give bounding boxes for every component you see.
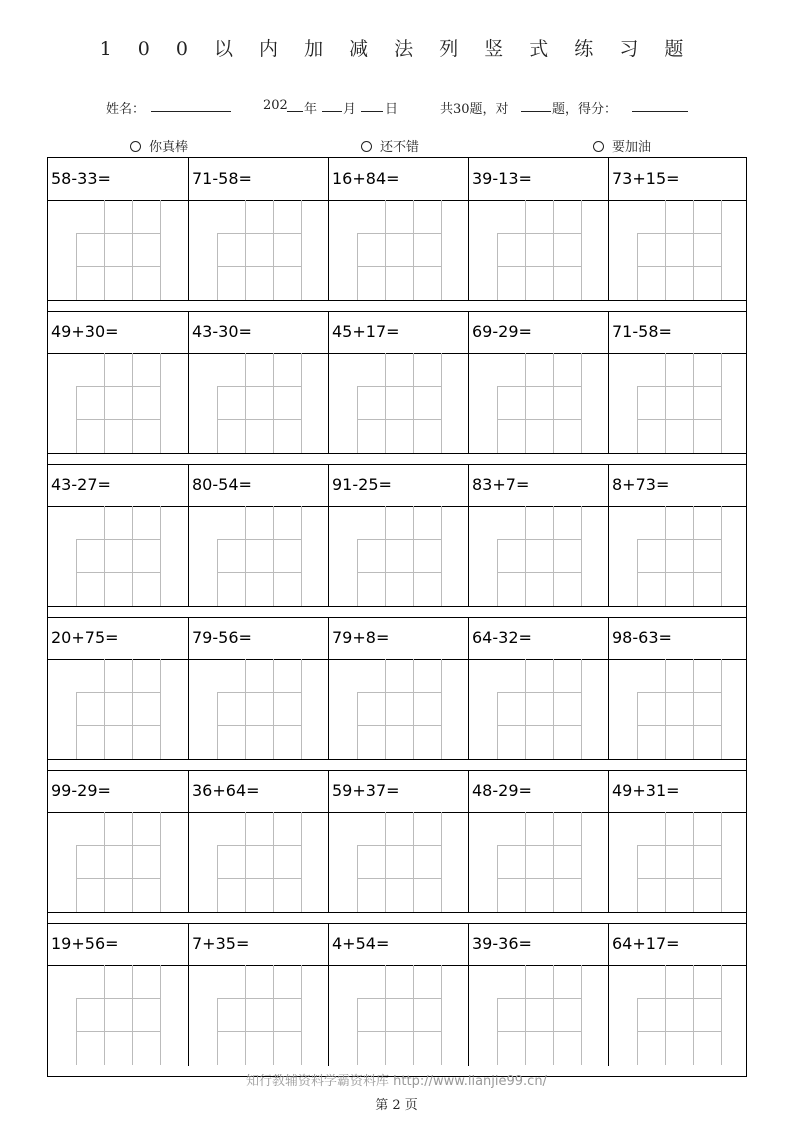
problem-expression: 71-58= bbox=[612, 322, 672, 341]
problem-expression: 64-32= bbox=[472, 628, 532, 647]
grid-line bbox=[104, 659, 105, 759]
grid-line bbox=[104, 812, 105, 912]
vertical-calc-box[interactable] bbox=[497, 965, 581, 1065]
grid-line bbox=[301, 200, 302, 300]
grid-line bbox=[217, 998, 301, 999]
grid-line bbox=[357, 419, 441, 420]
grid-line bbox=[160, 812, 161, 912]
grid-line bbox=[525, 200, 526, 300]
grid-line bbox=[637, 539, 721, 540]
problem-row bbox=[48, 770, 746, 913]
grid-line bbox=[497, 233, 581, 234]
grid-line bbox=[497, 845, 581, 846]
vertical-calc-box[interactable] bbox=[497, 812, 581, 912]
grid-line bbox=[104, 506, 105, 606]
grid-line bbox=[301, 659, 302, 759]
grid-line bbox=[581, 659, 582, 759]
vertical-calc-box[interactable] bbox=[217, 200, 301, 300]
grid-line bbox=[665, 506, 666, 606]
grid-line bbox=[132, 506, 133, 606]
grid-line bbox=[665, 659, 666, 759]
grid-line bbox=[104, 965, 105, 1065]
vertical-calc-box[interactable] bbox=[217, 659, 301, 759]
problem-grid bbox=[47, 157, 747, 1077]
grid-line bbox=[104, 200, 105, 300]
grid-line bbox=[497, 692, 581, 693]
grid-line bbox=[273, 506, 274, 606]
problem-cell bbox=[328, 464, 469, 607]
grid-line bbox=[721, 506, 722, 606]
grid-line bbox=[160, 506, 161, 606]
worksheet-title: 1 0 0 以 内 加 减 法 列 竖 式 练 习 题 bbox=[99, 38, 694, 60]
problem-expression: 59+37= bbox=[332, 781, 400, 800]
grid-line bbox=[413, 200, 414, 300]
vertical-calc-box[interactable] bbox=[357, 659, 441, 759]
problem-cell bbox=[188, 770, 329, 913]
grid-line bbox=[581, 812, 582, 912]
grid-line bbox=[132, 353, 133, 453]
grid-line bbox=[721, 353, 722, 453]
grid-line bbox=[301, 353, 302, 453]
grid-line bbox=[357, 878, 441, 879]
grid-line bbox=[525, 965, 526, 1065]
grid-line bbox=[385, 965, 386, 1065]
problem-cell bbox=[328, 923, 469, 1066]
grid-line bbox=[217, 233, 301, 234]
vertical-calc-box[interactable] bbox=[217, 812, 301, 912]
problem-expression: 73+15= bbox=[612, 169, 680, 188]
grid-line bbox=[637, 233, 721, 234]
footer-source: 知行教辅资料学霸资料库 http://www.lianjie99.cn/ bbox=[246, 1074, 547, 1089]
problem-cell bbox=[468, 158, 609, 301]
grid-line bbox=[441, 965, 442, 1065]
problem-cell bbox=[608, 311, 749, 454]
vertical-calc-box[interactable] bbox=[217, 506, 301, 606]
grid-line bbox=[273, 659, 274, 759]
grid-line bbox=[160, 965, 161, 1065]
grid-line bbox=[160, 353, 161, 453]
grid-line bbox=[665, 812, 666, 912]
vertical-calc-box[interactable] bbox=[357, 506, 441, 606]
grid-line bbox=[637, 386, 721, 387]
vertical-calc-box[interactable] bbox=[497, 200, 581, 300]
grid-line bbox=[693, 353, 694, 453]
problem-cell bbox=[468, 617, 609, 760]
grid-line bbox=[245, 200, 246, 300]
circle-icon bbox=[593, 141, 604, 152]
year-label: 年 bbox=[304, 102, 318, 117]
problem-cell bbox=[48, 158, 188, 301]
grid-line bbox=[413, 965, 414, 1065]
name-label: 姓名： bbox=[106, 102, 146, 117]
grid-line bbox=[217, 692, 301, 693]
vertical-calc-box[interactable] bbox=[76, 353, 160, 453]
problem-cell bbox=[48, 464, 188, 607]
problem-cell bbox=[468, 311, 609, 454]
problem-expression: 98-63= bbox=[612, 628, 672, 647]
problem-cell bbox=[328, 158, 469, 301]
grid-line bbox=[497, 1031, 581, 1032]
problem-expression: 4+54= bbox=[332, 934, 390, 953]
grid-line bbox=[581, 200, 582, 300]
problem-expression: 71-58= bbox=[192, 169, 252, 188]
problem-expression: 39-36= bbox=[472, 934, 532, 953]
vertical-calc-box[interactable] bbox=[357, 812, 441, 912]
day-label: 日 bbox=[385, 102, 399, 117]
grid-line bbox=[553, 659, 554, 759]
grid-line bbox=[525, 659, 526, 759]
grid-line bbox=[637, 1031, 721, 1032]
grid-line bbox=[357, 998, 441, 999]
grid-line bbox=[76, 266, 160, 267]
grid-line bbox=[553, 812, 554, 912]
grid-line bbox=[76, 845, 160, 846]
grid-line bbox=[721, 812, 722, 912]
grid-line bbox=[357, 845, 441, 846]
grid-line bbox=[497, 725, 581, 726]
rating-label: 你真棒 bbox=[149, 140, 189, 155]
grid-line bbox=[581, 965, 582, 1065]
grid-line bbox=[76, 692, 160, 693]
rating-label: 还不错 bbox=[380, 140, 420, 155]
problem-expression: 64+17= bbox=[612, 934, 680, 953]
grid-line bbox=[553, 506, 554, 606]
grid-line bbox=[273, 812, 274, 912]
grid-line bbox=[301, 506, 302, 606]
problem-row bbox=[48, 617, 746, 760]
problem-expression: 43-27= bbox=[51, 475, 111, 494]
grid-line bbox=[132, 965, 133, 1065]
problem-cell bbox=[188, 158, 329, 301]
grid-line bbox=[217, 878, 301, 879]
grid-line bbox=[413, 353, 414, 453]
problem-row bbox=[48, 158, 746, 301]
grid-line bbox=[217, 539, 301, 540]
grid-line bbox=[273, 965, 274, 1065]
grid-line bbox=[357, 572, 441, 573]
grid-line bbox=[665, 965, 666, 1065]
grid-line bbox=[441, 506, 442, 606]
grid-line bbox=[693, 659, 694, 759]
grid-line bbox=[357, 692, 441, 693]
problem-cell bbox=[468, 770, 609, 913]
grid-line bbox=[76, 878, 160, 879]
problem-expression: 16+84= bbox=[332, 169, 400, 188]
grid-line bbox=[497, 998, 581, 999]
vertical-calc-box[interactable] bbox=[217, 353, 301, 453]
problem-expression: 7+35= bbox=[192, 934, 250, 953]
grid-line bbox=[525, 353, 526, 453]
grid-line bbox=[217, 419, 301, 420]
grid-line bbox=[553, 353, 554, 453]
problem-expression: 91-25= bbox=[332, 475, 392, 494]
grid-line bbox=[665, 353, 666, 453]
grid-line bbox=[76, 1031, 160, 1032]
problem-expression: 8+73= bbox=[612, 475, 670, 494]
problem-cell bbox=[48, 617, 188, 760]
vertical-calc-box[interactable] bbox=[497, 659, 581, 759]
grid-line bbox=[357, 266, 441, 267]
vertical-calc-box[interactable] bbox=[357, 200, 441, 300]
grid-line bbox=[217, 1031, 301, 1032]
problem-cell bbox=[328, 617, 469, 760]
rating-label: 要加油 bbox=[612, 140, 652, 155]
grid-line bbox=[497, 419, 581, 420]
problem-cell bbox=[608, 617, 749, 760]
rating-option[interactable] bbox=[130, 136, 188, 155]
grid-line bbox=[693, 506, 694, 606]
grid-line bbox=[497, 386, 581, 387]
grid-line bbox=[217, 266, 301, 267]
vertical-calc-box[interactable] bbox=[497, 353, 581, 453]
grid-line bbox=[385, 353, 386, 453]
problem-expression: 19+56= bbox=[51, 934, 119, 953]
student-info-line bbox=[0, 98, 793, 116]
grid-line bbox=[721, 200, 722, 300]
grid-line bbox=[581, 353, 582, 453]
grid-line bbox=[76, 419, 160, 420]
grid-line bbox=[104, 353, 105, 453]
grid-line bbox=[385, 659, 386, 759]
year-prefix: 202 bbox=[263, 98, 288, 113]
grid-line bbox=[357, 725, 441, 726]
grid-line bbox=[637, 419, 721, 420]
problem-expression: 58-33= bbox=[51, 169, 111, 188]
grid-line bbox=[637, 878, 721, 879]
total-label: 共30题，对 bbox=[440, 102, 509, 117]
vertical-calc-box[interactable] bbox=[76, 659, 160, 759]
problem-cell bbox=[48, 311, 188, 454]
grid-line bbox=[497, 878, 581, 879]
grid-line bbox=[76, 386, 160, 387]
grid-line bbox=[160, 200, 161, 300]
problem-expression: 36+64= bbox=[192, 781, 260, 800]
rating-option[interactable] bbox=[361, 136, 419, 155]
grid-line bbox=[441, 353, 442, 453]
vertical-calc-box[interactable] bbox=[217, 965, 301, 1065]
grid-line bbox=[693, 812, 694, 912]
problem-expression: 49+30= bbox=[51, 322, 119, 341]
problem-expression: 79+8= bbox=[332, 628, 390, 647]
grid-line bbox=[637, 692, 721, 693]
grid-line bbox=[160, 659, 161, 759]
problem-expression: 39-13= bbox=[472, 169, 532, 188]
grid-line bbox=[413, 659, 414, 759]
problem-cell bbox=[328, 770, 469, 913]
grid-line bbox=[637, 725, 721, 726]
score-label: 题，得分： bbox=[552, 102, 618, 117]
vertical-calc-box[interactable] bbox=[637, 812, 721, 912]
circle-icon bbox=[361, 141, 372, 152]
vertical-calc-box[interactable] bbox=[637, 506, 721, 606]
grid-line bbox=[76, 725, 160, 726]
grid-line bbox=[357, 1031, 441, 1032]
problem-expression: 79-56= bbox=[192, 628, 252, 647]
problem-expression: 69-29= bbox=[472, 322, 532, 341]
vertical-calc-box[interactable] bbox=[76, 812, 160, 912]
problem-expression: 43-30= bbox=[192, 322, 252, 341]
grid-line bbox=[721, 659, 722, 759]
grid-line bbox=[357, 539, 441, 540]
problem-expression: 45+17= bbox=[332, 322, 400, 341]
vertical-calc-box[interactable] bbox=[357, 353, 441, 453]
problem-expression: 48-29= bbox=[472, 781, 532, 800]
problem-expression: 83+7= bbox=[472, 475, 530, 494]
problem-expression: 99-29= bbox=[51, 781, 111, 800]
grid-line bbox=[553, 965, 554, 1065]
problem-cell bbox=[468, 464, 609, 607]
grid-line bbox=[441, 200, 442, 300]
grid-line bbox=[132, 812, 133, 912]
vertical-calc-box[interactable] bbox=[637, 659, 721, 759]
problem-cell bbox=[608, 770, 749, 913]
problem-cell bbox=[188, 617, 329, 760]
grid-line bbox=[637, 266, 721, 267]
month-label: 月 bbox=[343, 102, 357, 117]
grid-line bbox=[637, 845, 721, 846]
vertical-calc-box[interactable] bbox=[637, 200, 721, 300]
problem-cell bbox=[608, 464, 749, 607]
grid-line bbox=[217, 386, 301, 387]
grid-line bbox=[273, 353, 274, 453]
grid-line bbox=[441, 659, 442, 759]
vertical-calc-box[interactable] bbox=[76, 506, 160, 606]
problem-expression: 49+31= bbox=[612, 781, 680, 800]
grid-line bbox=[357, 233, 441, 234]
vertical-calc-box[interactable] bbox=[497, 506, 581, 606]
grid-line bbox=[637, 572, 721, 573]
grid-line bbox=[413, 812, 414, 912]
grid-line bbox=[301, 965, 302, 1065]
problem-cell bbox=[608, 923, 749, 1066]
vertical-calc-box[interactable] bbox=[76, 200, 160, 300]
grid-line bbox=[132, 659, 133, 759]
grid-line bbox=[217, 845, 301, 846]
vertical-calc-box[interactable] bbox=[76, 965, 160, 1065]
grid-line bbox=[721, 965, 722, 1065]
grid-line bbox=[245, 965, 246, 1065]
problem-cell bbox=[608, 158, 749, 301]
problem-row bbox=[48, 923, 746, 1066]
problem-row bbox=[48, 464, 746, 607]
grid-line bbox=[441, 812, 442, 912]
grid-line bbox=[217, 572, 301, 573]
grid-line bbox=[273, 200, 274, 300]
problem-cell bbox=[48, 923, 188, 1066]
grid-line bbox=[385, 200, 386, 300]
grid-line bbox=[245, 659, 246, 759]
grid-line bbox=[693, 200, 694, 300]
grid-line bbox=[497, 539, 581, 540]
grid-line bbox=[525, 506, 526, 606]
problem-cell bbox=[188, 311, 329, 454]
grid-line bbox=[357, 386, 441, 387]
grid-line bbox=[581, 506, 582, 606]
grid-line bbox=[217, 725, 301, 726]
grid-line bbox=[385, 506, 386, 606]
grid-line bbox=[76, 539, 160, 540]
problem-cell bbox=[48, 770, 188, 913]
circle-icon bbox=[130, 141, 141, 152]
problem-cell bbox=[188, 464, 329, 607]
problem-row bbox=[48, 311, 746, 454]
grid-line bbox=[245, 812, 246, 912]
grid-line bbox=[497, 572, 581, 573]
grid-line bbox=[245, 353, 246, 453]
vertical-calc-box[interactable] bbox=[637, 353, 721, 453]
problem-cell bbox=[188, 923, 329, 1066]
grid-line bbox=[76, 233, 160, 234]
grid-line bbox=[385, 812, 386, 912]
grid-line bbox=[76, 572, 160, 573]
vertical-calc-box[interactable] bbox=[357, 965, 441, 1065]
grid-line bbox=[525, 812, 526, 912]
grid-line bbox=[693, 965, 694, 1065]
grid-line bbox=[665, 200, 666, 300]
grid-line bbox=[553, 200, 554, 300]
vertical-calc-box[interactable] bbox=[637, 965, 721, 1065]
rating-option[interactable] bbox=[593, 136, 651, 155]
grid-line bbox=[245, 506, 246, 606]
grid-line bbox=[637, 998, 721, 999]
grid-line bbox=[301, 812, 302, 912]
problem-cell bbox=[468, 923, 609, 1066]
self-rating bbox=[0, 136, 793, 154]
page-number: 第 2 页 bbox=[375, 1098, 418, 1113]
grid-line bbox=[132, 200, 133, 300]
grid-line bbox=[413, 506, 414, 606]
problem-expression: 20+75= bbox=[51, 628, 119, 647]
grid-line bbox=[497, 266, 581, 267]
problem-expression: 80-54= bbox=[192, 475, 252, 494]
grid-line bbox=[76, 998, 160, 999]
problem-cell bbox=[328, 311, 469, 454]
